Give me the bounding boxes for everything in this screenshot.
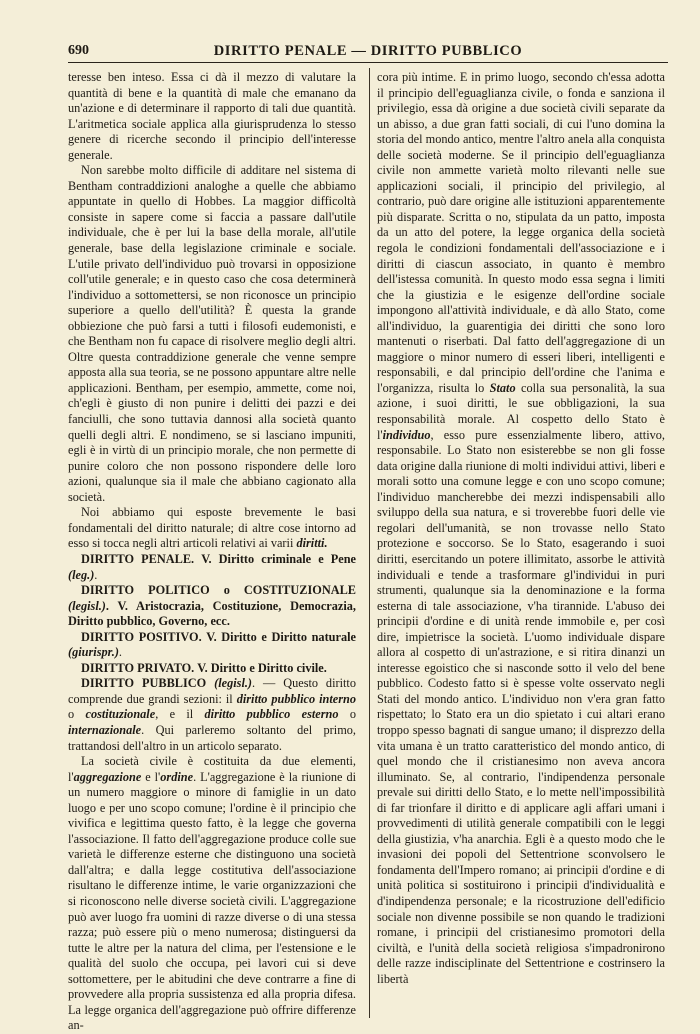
entry-text: . — Questo diritto comprende due grandi sezioni: il	[68, 676, 356, 706]
paragraph	[68, 754, 356, 1034]
paragraph-text: . L'aggregazione è la riunione di un numero maggiore o minore di famiglie in un dato luogo e per uno scopo comune; l'ordine è il principio che vivifica e legittima questo fatto, è la legge che governa l'associazione. Il fatto dell'aggregazione produce colle sue varietà le differenze esterne che distinguono una società dall'altra; e dalla legge costitutiva dell'associazione risultano le differenze intime, le varie organizzazioni che si riconoscono nelle diverse società civili. L'aggregazione può aver luogo fra uomini di razze diverse o di una stessa razza; può essere più o meno numerosa; distinguersi da tutte le altre per la natura del clima, per l'estensione e le qualità del suolo che occupa, pei lavori cui si deve sottomettere, per le abitudini che deve contrarre a fine di provvedere alla propria sussistenza ed alla propria difesa. La legge organica dell'aggregazione può offrire differenze an-	[68, 769, 357, 1033]
entry-tag: (legisl.)	[214, 676, 253, 691]
cross-reference-entry	[68, 552, 356, 583]
paragraph-italic: ordine	[160, 769, 194, 784]
cross-reference-entry	[68, 630, 356, 661]
entry-text: , e il	[155, 707, 194, 722]
column-divider	[369, 68, 370, 1018]
entry-tag: (legisl.)	[68, 598, 106, 613]
entry-reference: V. Diritto criminale e Pene	[201, 551, 357, 566]
entry-italic: internazionale	[68, 722, 142, 737]
entry-reference: . V. Aristocrazia, Costituzione, Democrazia, Diritto pubblico, Governo, ecc.	[68, 598, 356, 629]
paragraph-italic: Stato	[489, 380, 516, 395]
paragraph-italic: individuo	[382, 427, 431, 442]
entry-reference: V. Diritto e Diritto naturale	[206, 629, 356, 644]
entry-text: o	[68, 707, 75, 722]
entry-text: . Qui parleremo soltanto del primo, trattandosi dell'altro in un articolo separato.	[68, 722, 356, 753]
entry-heading: DIRITTO POLITICO o COSTITUZIONALE	[81, 583, 356, 598]
entry-heading: DIRITTO PUBBLICO	[81, 676, 207, 691]
entry-italic: diritto pubblico esterno	[204, 707, 339, 722]
paragraph-italic: diritti.	[296, 536, 328, 551]
paragraph: Non sarebbe molto difficile di additare nel sistema di Bentham contraddizioni analoghe a quelle che abbiamo appuntate in quello di Hobbes. La maggior difficoltà consiste in sapere come si faccia a passare dall'utile individuale, che è per lui la base della morale, all'utile generale, base della legislazione criminale e sociale. L'utile privato dell'individuo può trovarsi in opposizione coll'utile generale; e in questo caso che cosa determinerà l'individuo a sottomettersi, se non riconosce un principio superiore a quello dell'utilità? È questa la grande obbiezione che può farsi a tutti i filosofi eudemonisti, e che Bentham non fu capace di risolvere meglio degli altri. Oltre questa contraddizione generale che venne sempre apposta alla sua teoria, se ne possono appuntare altre nelle applicazioni. Bentham, per esempio, ammette, come noi, ch'egli è giusto di non punire i delitti dei pazzi e dei fanciulli, che sono tuttavia dannosi alla società quanto quelli degli altri. E nondimeno, se si lasciano impuniti, egli è in virtù di un principio morale, che non permette di punire coloro che non possono rispondere delle loro azioni, qualunque sia il male che abbiano cagionato alla società.	[68, 163, 356, 504]
paragraph-italic: aggregazione	[73, 769, 142, 784]
paragraph-text: , esso pure essenzialmente libero, attivo, responsabile. Lo Stato non esisterebbe se non gli fosse data origine dalla riunione di molti individui attivi, liberi e morali sotto una comune legge e con uno scopo comune; l'individuo mancherebbe dei mezzi indispensabili allo sviluppo della sua natura, e si troverebbe fuori delle vie regolari dell'umanità, se non trovasse nello Stato protezione e soccorso. Se lo Stato, esagerando i suoi diritti, esercitando un potere illimitato, assorbe le attività individuali e tende a trasformare gl'individui in puri strumenti, qualunque sia la denominazione e la forma esterna di tale associazione, v'ha tirannide. L'abuso dei principii d'ordine e di unità rende immobile e, per così dire, impietrisce la società. L'uomo individuale dispare allora al cospetto di un'astrazione, e si ritira dinanzi un interesse egoistico che si nasconde sotto il velo del bene pubblico. Codesto fatto si è spesse volte osservato negli Stati del mondo antico. L'individuo non v'era gran fatto rispettato; lo Stato era un dio spietato i cui altari erano troppo spesso bagnati di sangue umano; il disprezzo della vita umana è un tratto caratteristico del mondo antico, di quel mondo che il cristianesimo non aveva ancora illuminato. Se, al contrario, l'indipendenza personale prevale sui diritti dello Stato, e lo mette nell'impossibilità di far trionfare il diritto e di applicare agli affari umani i provvedimenti di utilità generale compatibili con le leggi della giustizia, v'ha anarchia. Egli è a questo modo che le invasioni dei popoli del Settentrione sconvolsero le fondamenta dell'Impero romano; ai principii d'ordine e di unità politica si sostituirono i principii d'individualità e d'indipendenza personale; e la ricostruzione dell'edificio sociale non divenne possibile se non quando le tradizioni romane, i principii del cristianesimo promotori della civiltà, e l'unità della società religiosa s'impadronirono delle razze indisciplinate del Settentrione e costrinsero la libertà	[377, 427, 665, 986]
right-column	[377, 70, 665, 987]
cross-reference-entry	[68, 661, 356, 677]
paragraph	[68, 505, 356, 552]
entry-text: o	[349, 707, 357, 722]
paragraph	[377, 70, 665, 987]
entry-heading: DIRITTO POSITIVO.	[81, 629, 202, 644]
left-column	[68, 70, 356, 1034]
entry-end: .	[94, 567, 98, 582]
entry-end: .	[118, 645, 122, 660]
entry-italic: diritto pubblico interno	[236, 691, 356, 706]
article-entry	[68, 676, 356, 754]
entry-italic: costituzionale	[85, 707, 156, 722]
entry-tag: (leg.)	[68, 567, 95, 582]
cross-reference-entry	[68, 583, 356, 630]
running-title: DIRITTO PENALE — DIRITTO PUBBLICO	[213, 43, 523, 59]
page-header	[68, 40, 668, 63]
entry-reference: V. Diritto e Diritto civile.	[197, 660, 327, 675]
entry-heading: DIRITTO PRIVATO.	[81, 660, 195, 675]
paragraph-text: colla sua personalità, la sua azione, i suoi diritti, le sue obbligazioni, la sua responsabilità morale. Al cospetto dello Stato è l'	[377, 380, 665, 442]
paragraph-text: cora più intime. E in primo luogo, secondo ch'essa adotta il principio dell'eguaglianza civile, o fonda e sanziona il privilegio, essa dà origine a due società civili separate da un abisso, a due gran fatti sociali, di cui l'uno domina la storia del mondo antico, mentre l'altro anela alla conquista delle società moderne. Se il principio dell'eguaglianza civile non ammette varietà molto rilevanti nelle sue applicazioni sociali, il principio del privilegio, al contrario, può dare origine alle istituzioni apparentemente più disparate. Scritta o no, stipulata da un patto, imposta da un atto del potere, la legge organica della società regola le condizioni fondamentali dell'associazione e i diritti di ciascun associato, in quanto è membro dell'istessa comunità. In questo modo essa segna i limiti che la giustizia e le esigenze dell'ordine sociale impongono all'attività individuale, e dà allo Stato, come all'individuo, la guarentigia dei diritti che sono loro mantenuti o riserbati. Dal fatto dell'aggregazione di un maggiore o minor numero di esseri liberi, intelligenti e responsabili, e dal principio dell'ordine che l'anima e l'organizza, risulta lo	[377, 70, 665, 395]
entry-tag: (giurispr.)	[68, 645, 119, 660]
paragraph-text: La società civile è costituita da due elementi, l'	[68, 754, 356, 784]
paragraph: teresse ben inteso. Essa ci dà il mezzo di valutare la quantità di bene e la quantità di male che emanano da un'azione e di determinare il rapporto di tali due quantità. L'aritmetica sociale applica alla giurisprudenza lo stesso genere di ricerche secondo il principio dell'interesse generale.	[68, 70, 356, 162]
paragraph-text: Noi abbiamo qui esposte brevemente le basi fondamentali del diritto naturale; di altre cose intorno ad esso si tocca negli altri articoli relativi ai varii	[68, 505, 356, 551]
page-number: 690	[68, 43, 89, 58]
paragraph-text: e l'	[145, 769, 161, 784]
entry-heading: DIRITTO PENALE.	[81, 551, 195, 566]
